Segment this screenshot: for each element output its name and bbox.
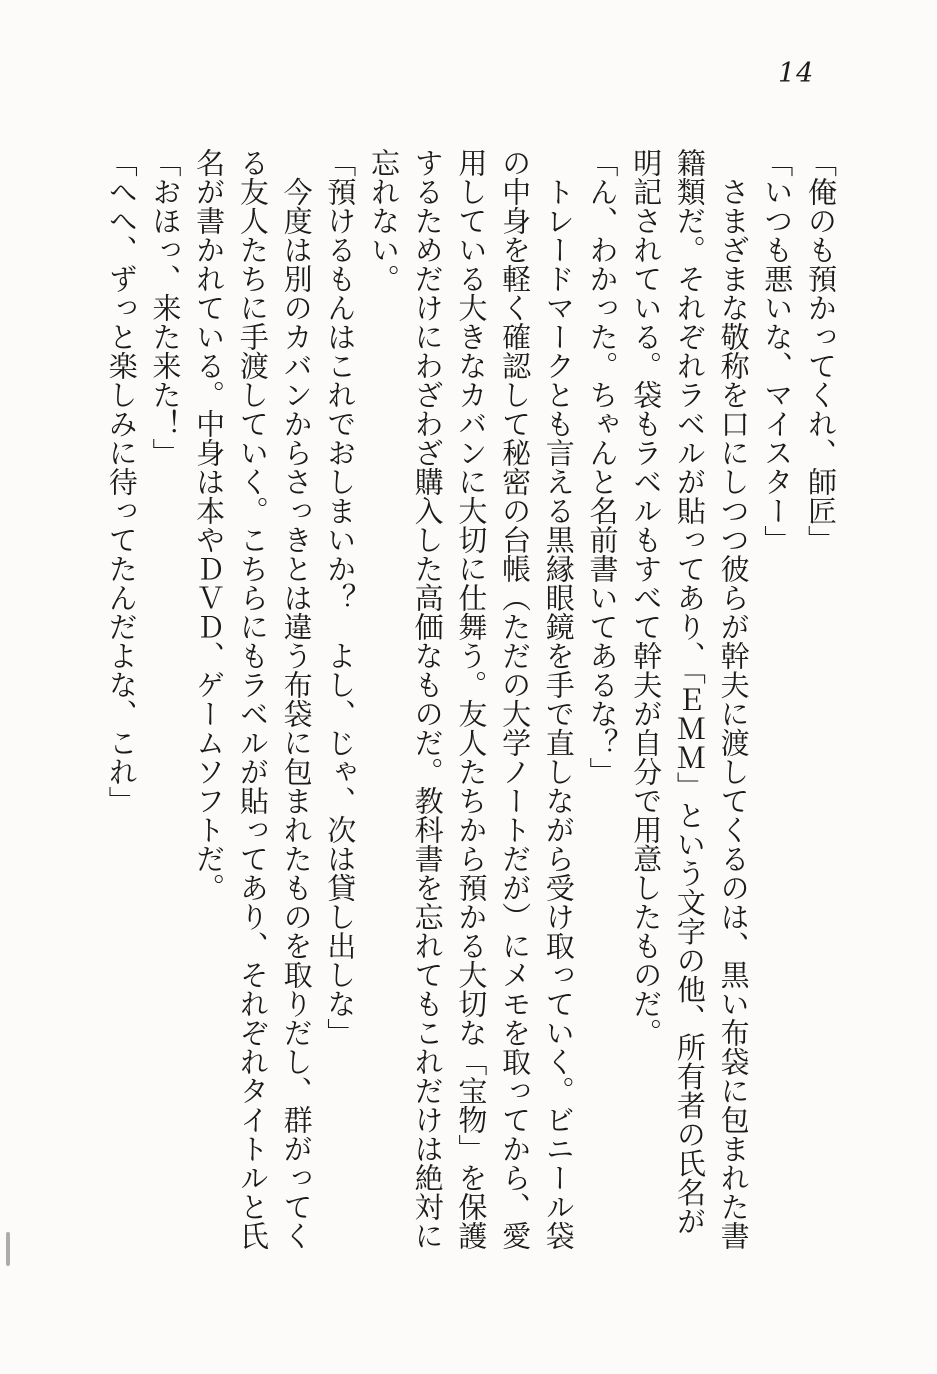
narrative-paragraph: さまざまな敬称を口にしつつ彼らが幹夫に渡してくるのは、黒い布袋に包まれた書籍類だ。それぞれラベルが貼ってあり、「ＥＭＭ」という文字の他、所有者の氏名が明記されている。袋もラベルもすべて幹夫が自分で用意したものだ。 [629,148,749,1250]
dialogue-line: 「俺のも預かってくれ、師匠」 [804,148,836,554]
dialogue-line: 「ん、わかった。ちゃんと名前書いてあるな？」 [585,148,618,786]
dialogue-line: 「いつも悪いな、マイスター」 [760,148,793,554]
narrative-paragraph: トレードマークとも言える黒縁眼鏡を手で直しながら受け取っていく。ビニール袋の中身を軽く確認して秘密の台帳（ただの大学ノートだが）にメモを取ってから、愛用している大きなカバンに大切に仕舞う。友人たちから預かる大切な「宝物」を保護するためだけにわざわざ購入した高価なものだ。教科書を忘れてもこれだけは絶対に忘れない。 [366,148,574,1250]
dialogue-line: 「おほっ、来た来た！」 [148,148,181,467]
page-number: 14 [778,58,815,89]
page-text-block [98,148,841,1252]
scan-edge-artifact [6,1232,10,1266]
narrative-paragraph: 今度は別のカバンからさっきとは違う布袋に包まれたものを取りだし、群がってくる友人たちに手渡していく。こちらにもラベルが貼ってあり、それぞれタイトルと氏名が書かれている。中身は本やＤＶＤ、ゲームソフトだ。 [192,148,312,1250]
dialogue-line: 「預けるもんはこれでおしまいか？ よし、じゃ、次は貸し出しな」 [323,148,356,1047]
dialogue-line: 「へへ、ずっと楽しみに待ってたんだよな、これ」 [104,148,137,815]
